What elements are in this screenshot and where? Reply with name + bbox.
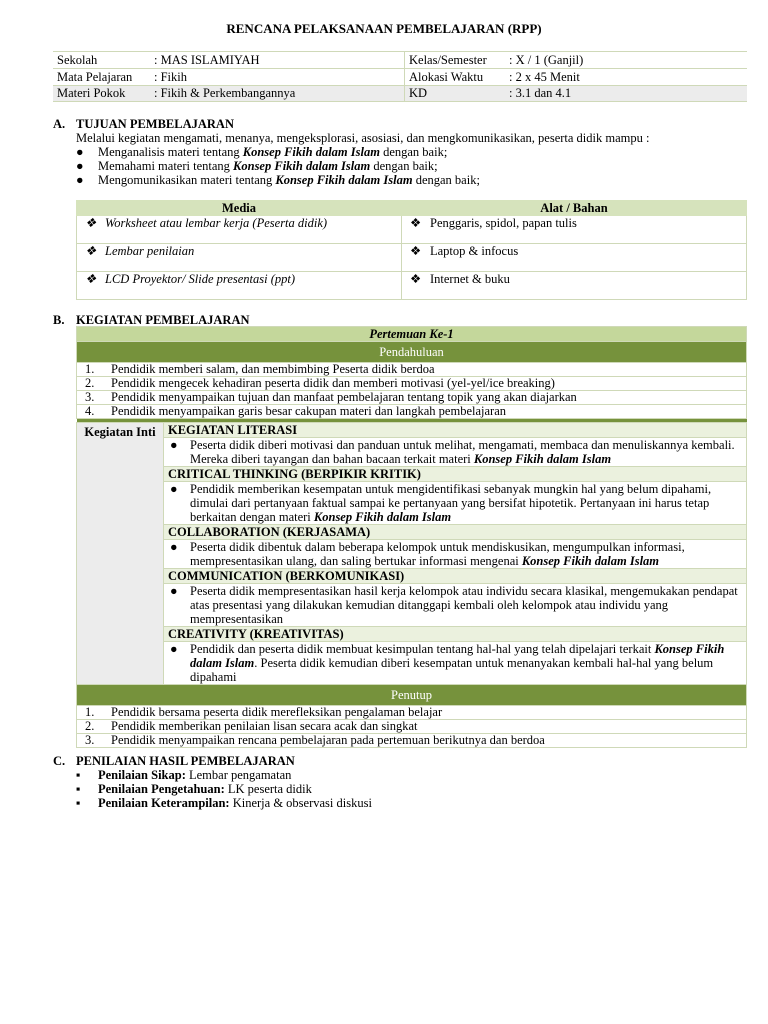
info-label: Mata Pelajaran [53, 69, 150, 86]
list-item: ▪ Penilaian Keterampilan: Kinerja & observasi diskusi [76, 796, 372, 810]
info-value: : Fikih & Perkembangannya [150, 86, 405, 102]
media-header: Media [77, 201, 402, 216]
section-number: C. [53, 754, 66, 768]
square-bullet-icon: ▪ [76, 768, 81, 782]
bullet-icon: ● [170, 540, 178, 554]
diamond-bullet-icon: ❖ [410, 216, 422, 230]
diamond-bullet-icon: ❖ [410, 272, 422, 286]
tujuan-intro: Melalui kegiatan mengamati, menanya, mengeksplorasi, asosiasi, dan mengkomunikasikan, peserta didik mampu : [76, 131, 650, 145]
bullet-icon: ● [170, 438, 178, 452]
list-item: ● Menganalisis materi tentang Konsep Fikih dalam Islam dengan baik; [76, 145, 448, 159]
table-row [77, 272, 747, 300]
alat-cell: ❖ Laptop & infocus [402, 244, 747, 272]
table-row: 3. Pendidik menyampaikan rencana pembelajaran pada pertemuan berikutnya dan berdoa [77, 734, 747, 748]
media-cell: ❖ Worksheet atau lembar kerja (Peserta didik) [77, 216, 402, 244]
section-c-heading [53, 754, 295, 768]
square-bullet-icon: ▪ [76, 782, 81, 796]
table-row [77, 244, 747, 272]
info-label: Materi Pokok [53, 86, 150, 102]
alat-cell: ❖ Internet & buku [402, 272, 747, 300]
info-label: Kelas/Semester [405, 52, 506, 69]
bullet-icon: ● [170, 642, 178, 656]
info-value: : Fikih [150, 69, 405, 86]
section-a-heading [53, 117, 234, 131]
info-row [53, 52, 747, 69]
info-label: Sekolah [53, 52, 150, 69]
inti-text-row: ● Peserta didik diberi motivasi dan panduan untuk melihat, mengamati, membaca dan menuliskannya kembali. Mereka diberi tayangan dan bahan bacaan terkait materi Konsep Fikih dalam Islam [77, 438, 747, 467]
info-row [53, 86, 747, 102]
square-bullet-icon: ▪ [76, 796, 81, 810]
table-row: 1. Pendidik memberi salam, dan membimbing Peserta didik berdoa [77, 363, 747, 377]
section-title: PENILAIAN HASIL PEMBELAJARAN [76, 754, 295, 768]
bullet-icon: ● [76, 145, 84, 159]
inti-heading: COMMUNICATION (BERKOMUNIKASI) [164, 569, 747, 584]
alat-header: Alat / Bahan [402, 201, 747, 216]
media-cell: ❖ LCD Proyektor/ Slide presentasi (ppt) [77, 272, 402, 300]
pendahuluan-band: Pendahuluan [77, 342, 747, 363]
section-title: KEGIATAN PEMBELAJARAN [76, 313, 250, 327]
inti-text-row: ● Pendidik dan peserta didik membuat kesimpulan tentang hal-hal yang telah dipelajari terkait Konsep Fikih dalam Islam. Peserta didik kemudian diberi kesempatan untuk menanyakan kembali hal-hal yang belum dipahami [77, 642, 747, 685]
bullet-icon: ● [76, 173, 84, 187]
info-row [53, 69, 747, 86]
diamond-bullet-icon: ❖ [410, 244, 422, 258]
info-label: Alokasi Waktu [405, 69, 506, 86]
inti-heading: CRITICAL THINKING (BERPIKIR KRITIK) [164, 467, 747, 482]
inti-text-row: ● Pendidik memberikan kesempatan untuk mengidentifikasi sebanyak mungkin hal yang belum dipahami, dimulai dari pertanyaan faktual sampai ke pertanyaan yang bersifat hipotetik. Pertanyaan ini harus tetap berkaitan dengan materi Konsep Fikih dalam Islam [77, 482, 747, 525]
list-item: ● Mengomunikasikan materi tentang Konsep Fikih dalam Islam dengan baik; [76, 173, 480, 187]
inti-heading: CREATIVITY (KREATIVITAS) [164, 627, 747, 642]
alat-cell: ❖ Penggaris, spidol, papan tulis [402, 216, 747, 244]
section-number: B. [53, 313, 65, 327]
diamond-bullet-icon: ❖ [85, 216, 97, 230]
bullet-icon: ● [170, 482, 178, 496]
inti-text-row: ● Peserta didik dibentuk dalam beberapa kelompok untuk mendiskusikan, mengumpulkan informasi, mempresentasikan ulang, dan saling bertukar informasi mengenai Konsep Fikih dalam Islam [77, 540, 747, 569]
media-table [76, 200, 747, 300]
list-item: ▪ Penilaian Pengetahuan: LK peserta didik [76, 782, 312, 796]
section-title: TUJUAN PEMBELAJARAN [76, 117, 234, 131]
info-value: : 3.1 dan 4.1 [505, 86, 747, 102]
section-number: A. [53, 117, 66, 131]
inti-row [77, 423, 747, 438]
pertemuan-label: Pertemuan Ke-1 [77, 327, 747, 342]
inti-heading: COLLABORATION (KERJASAMA) [164, 525, 747, 540]
tujuan-list [76, 145, 480, 187]
list-item: ▪ Penilaian Sikap: Lembar pengamatan [76, 768, 292, 782]
media-cell: ❖ Lembar penilaian [77, 244, 402, 272]
info-value: : X / 1 (Ganjil) [505, 52, 747, 69]
inti-text-row: ● Peserta didik mempresentasikan hasil kerja kelompok atau individu secara klasikal, mengemukakan pendapat atas presentasi yang dilakukan kemudian ditanggapi kembali oleh kelompok atau individu yang mempresentasikan [77, 584, 747, 627]
section-b-heading [53, 313, 250, 327]
table-row: 4. Pendidik menyampaikan garis besar cakupan materi dan langkah pembelajaran [77, 405, 747, 419]
bullet-icon: ● [170, 584, 178, 598]
table-row: 2. Pendidik memberikan penilaian lisan secara acak dan singkat [77, 720, 747, 734]
table-row [77, 216, 747, 244]
table-row: 1. Pendidik bersama peserta didik merefleksikan pengalaman belajar [77, 706, 747, 720]
list-item: ● Memahami materi tentang Konsep Fikih dalam Islam dengan baik; [76, 159, 438, 173]
kegiatan-inti-label: Kegiatan Inti [77, 423, 164, 685]
inti-heading: KEGIATAN LITERASI [164, 423, 747, 438]
diamond-bullet-icon: ❖ [85, 272, 97, 286]
info-table [53, 51, 747, 102]
table-row: 3. Pendidik menyampaikan tujuan dan manfaat pembelajaran tentang topik yang akan diajarkan [77, 391, 747, 405]
diamond-bullet-icon: ❖ [85, 244, 97, 258]
penilaian-list [76, 768, 372, 810]
table-row: 2. Pendidik mengecek kehadiran peserta didik dan memberi motivasi (yel-yel/ice breaking) [77, 377, 747, 391]
info-value: : 2 x 45 Menit [505, 69, 747, 86]
bullet-icon: ● [76, 159, 84, 173]
penutup-band: Penutup [77, 685, 747, 706]
info-value: : MAS ISLAMIYAH [150, 52, 405, 69]
info-label: KD [405, 86, 506, 102]
document-title: RENCANA PELAKSANAAN PEMBELAJARAN (RPP) [226, 21, 542, 36]
kegiatan-table [76, 326, 747, 748]
